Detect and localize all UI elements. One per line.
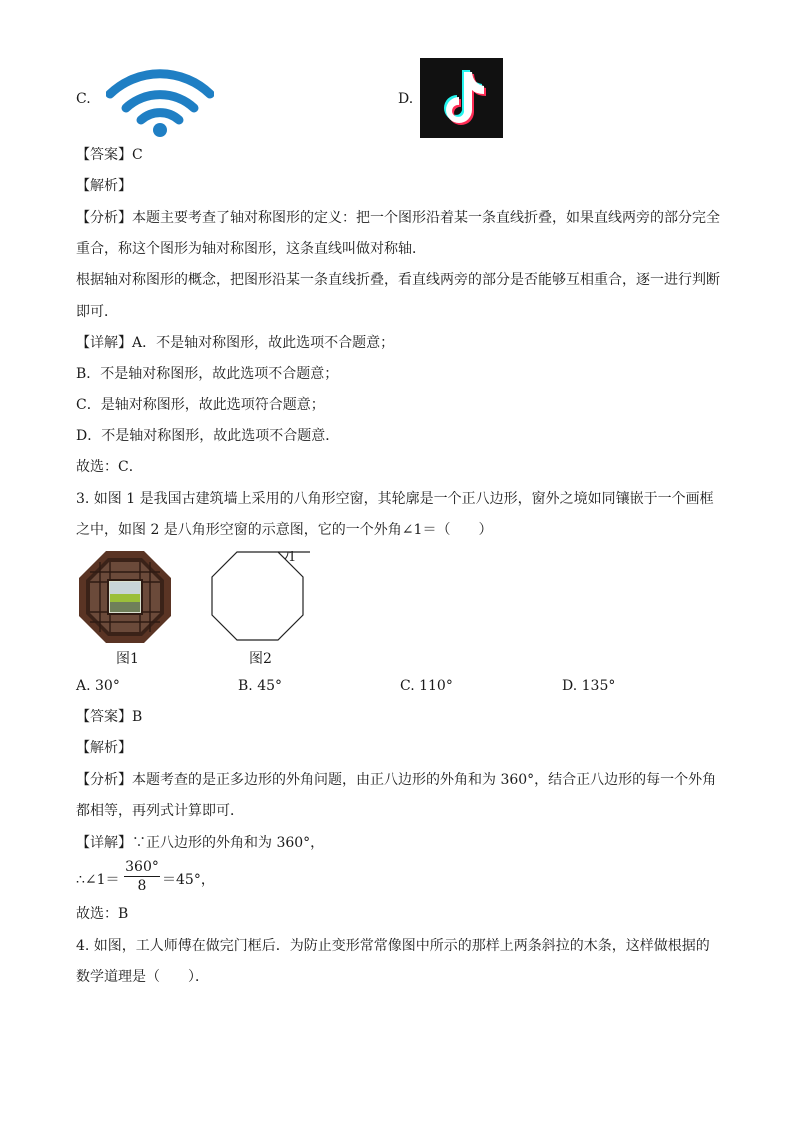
wifi-icon [106,66,214,138]
q3-stem-line-2: 之中，如图 2 是八角形空窗的示意图，它的一个外角∠1＝（ ） [76,522,493,538]
q2-detail-line-1: 【详解】A．不是轴对称图形，故此选项不合题意； [76,335,395,351]
q3-detail-line-1: 【详解】∵正八边形的外角和为 360°， [76,835,325,851]
q2-jiexi-heading: 【解析】 [76,178,132,194]
q2-detail-line-4: D．不是轴对称图形，故此选项不合题意． [76,428,340,444]
q2-analysis-line-1: 【分析】本题主要考查了轴对称图形的定义：把一个图形沿着某一条直线折叠，如果直线两旁的部分完全 [76,210,720,226]
q3-analysis-line-2: 都相等，再列式计算即可． [76,803,244,819]
q2-detail-line-2: B．不是轴对称图形，故此选项不合题意； [76,366,339,382]
formula-prefix: ∴∠1＝ [76,872,120,888]
q3-answer: 【答案】B [76,709,143,725]
option-d-letter: D. [398,91,414,107]
formula-numerator: 360° [125,859,159,875]
q2-answer: 【答案】C [76,147,143,163]
fig2-caption: 图2 [249,651,272,667]
fig2-angle-label: 1 [288,550,297,565]
q3-stem-line-1: 3. 如图 1 是我国古建筑墙上采用的八角形空窗，其轮廓是一个正八边形，窗外之境如同镶嵌于一个画框 [76,491,714,507]
q2-analysis-line-2: 重合，称这个图形为轴对称图形，这条直线叫做对称轴． [76,241,426,257]
q3-jiexi-heading: 【解析】 [76,740,132,756]
fraction-bar [124,876,160,877]
q3-option-b: B. 45° [238,678,283,694]
octagon-window-photo [78,550,172,644]
q2-analysis-line-3: 根据轴对称图形的概念，把图形沿某一条直线折叠，看直线两旁的部分是否能够互相重合，逐一进行判断 [76,272,720,288]
q3-option-d: D. 135° [562,678,616,694]
q2-choose: 故选：C． [76,459,143,475]
q2-analysis-line-4: 即可． [76,304,118,320]
option-c-letter: C. [76,91,91,107]
formula-denominator: 8 [137,878,147,894]
octagon-diagram [208,548,312,644]
fig1-caption: 图1 [116,651,139,667]
formula-fraction [124,859,160,894]
q3-option-a: A. 30° [76,678,120,694]
q4-stem-line-2: 数学道理是（ ）． [76,969,209,985]
q4-stem-line-1: 4. 如图，工人师傅在做完门框后．为防止变形常常像图中所示的那样上两条斜拉的木条，这样做根据的 [76,938,710,954]
formula-suffix: ＝45°， [162,872,215,888]
q3-analysis-line-1: 【分析】本题考查的是正多边形的外角问题，由正八边形的外角和为 360°，结合正八边形的每一个外角 [76,772,717,788]
q2-detail-line-3: C．是轴对称图形，故此选项符合题意； [76,397,325,413]
tiktok-logo-icon [420,58,503,138]
q3-option-c: C. 110° [400,678,453,694]
q3-choose: 故选：B [76,906,129,922]
